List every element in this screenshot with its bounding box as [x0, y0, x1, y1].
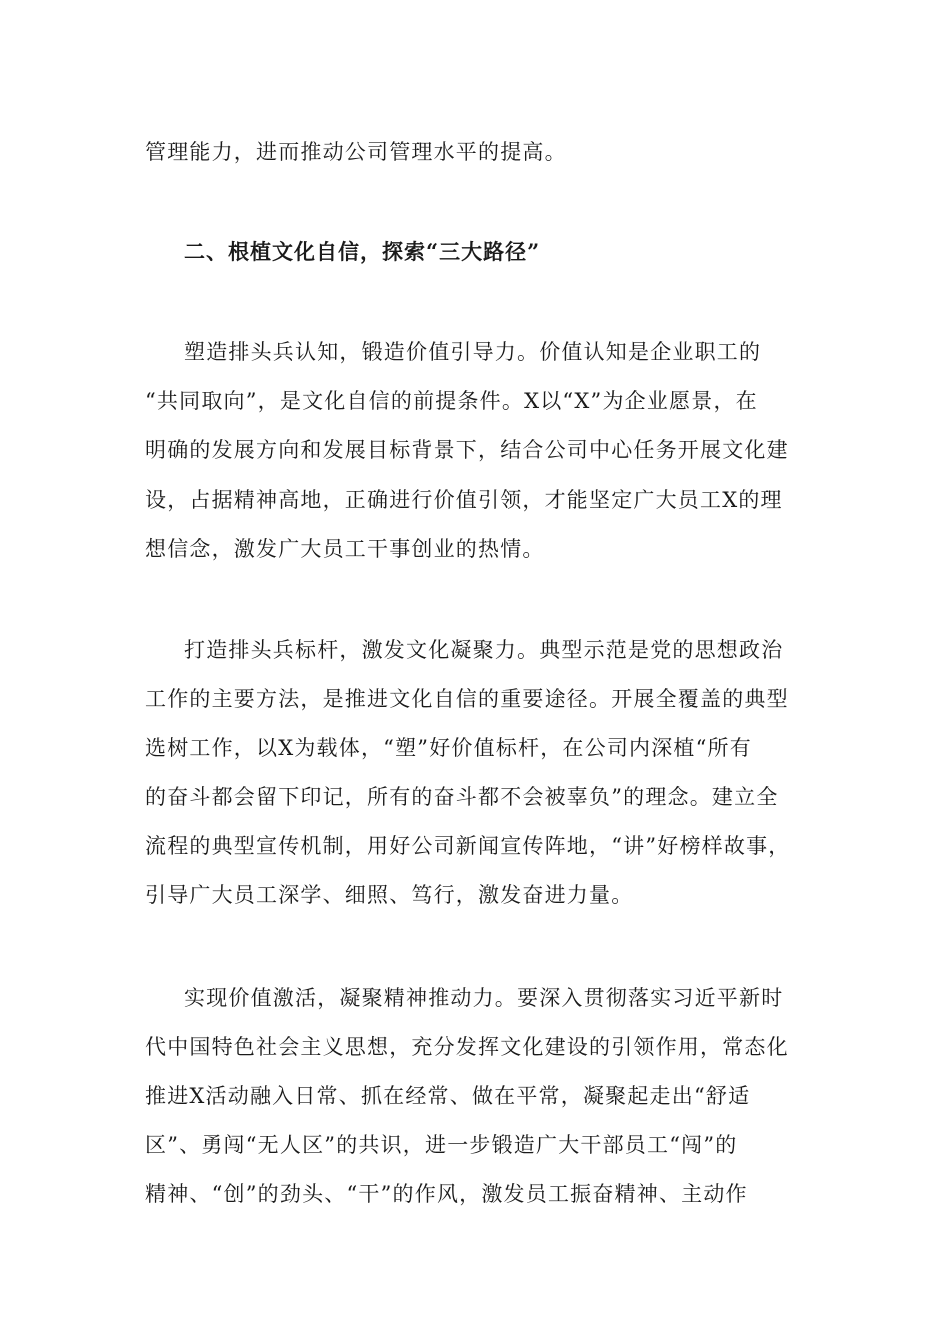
- paragraph-line: 推进X活动融入日常、抓在经常、做在平常，凝聚起走出“舒适: [145, 1084, 751, 1108]
- paragraph-line: 区”、勇闯“无人区”的共识，进一步锻造广大干部员工“闯”的: [145, 1133, 738, 1157]
- paragraph-line: 引导广大员工深学、细照、笃行，激发奋进力量。: [145, 883, 634, 907]
- carryover-line: 管理能力，进而推动公司管理水平的提高。: [145, 140, 567, 164]
- paragraph-line: 实现价值激活，凝聚精神推动力。要深入贯彻落实习近平新时: [184, 986, 784, 1010]
- paragraph-line: 代中国特色社会主义思想，充分发挥文化建设的引领作用，常态化: [145, 1035, 789, 1059]
- paragraph-line: 塑造排头兵认知，锻造价值引导力。价值认知是企业职工的: [184, 340, 762, 364]
- paragraph-line: 工作的主要方法，是推进文化自信的重要途径。开展全覆盖的典型: [145, 687, 789, 711]
- paragraph-line: 精神、“创”的劲头、“干”的作风，激发员工振奋精神、主动作: [145, 1182, 748, 1206]
- paragraph-line: 流程的典型宣传机制，用好公司新闻宣传阵地，“讲”好榜样故事，: [145, 834, 791, 858]
- paragraph-line: 想信念，激发广大员工干事创业的热情。: [145, 537, 545, 561]
- paragraph-line: 的奋斗都会留下印记，所有的奋斗都不会被辜负”的理念。建立全: [145, 785, 779, 809]
- paragraph-line: 选树工作，以X为载体，“塑”好价值标杆，在公司内深植“所有: [145, 736, 752, 760]
- paragraph-line: 明确的发展方向和发展目标背景下，结合公司中心任务开展文化建: [145, 438, 789, 462]
- paragraph-line: 打造排头兵标杆，激发文化凝聚力。典型示范是党的思想政治: [184, 638, 784, 662]
- section-heading: 二、根植文化自信，探索“三大路径”: [184, 239, 541, 264]
- paragraph-line: 设，占据精神高地，正确进行价值引领，才能坚定广大员工X的理: [145, 488, 783, 512]
- paragraph-line: “共同取向”，是文化自信的前提条件。X以“X”为企业愿景，在: [145, 389, 758, 413]
